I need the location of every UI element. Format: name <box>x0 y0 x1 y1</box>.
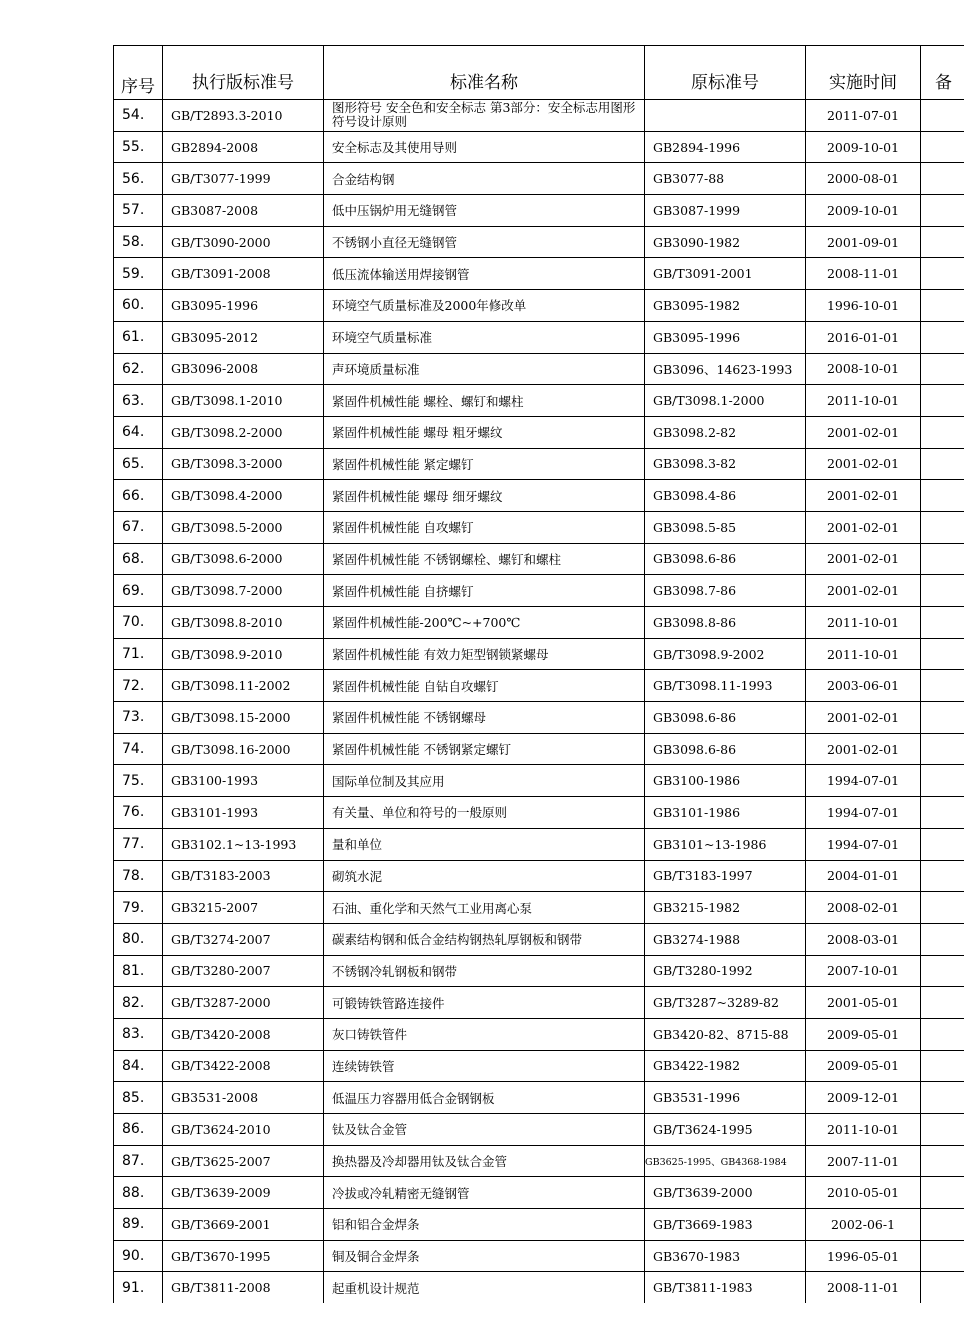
table-row <box>114 638 964 670</box>
original-number: GB/T3811-1983 <box>645 1272 806 1303</box>
row-number: 76. <box>114 797 163 829</box>
original-number: GB3274-1988 <box>645 923 806 955</box>
implementation-date: 2001-02-01 <box>806 480 921 512</box>
remark-cell <box>921 100 964 132</box>
standard-name: 钛及钛合金管 <box>324 1114 645 1146</box>
remark-cell <box>921 195 964 227</box>
implementation-date: 2009-05-01 <box>806 1050 921 1082</box>
table-row <box>114 1082 964 1114</box>
remark-cell <box>921 1018 964 1050</box>
standard-name: 灰口铸铁管件 <box>324 1018 645 1050</box>
implementation-date: 1996-10-01 <box>806 290 921 322</box>
row-number: 54. <box>114 100 163 132</box>
remark-cell <box>921 1240 964 1272</box>
table-body <box>114 100 964 1304</box>
row-number: 85. <box>114 1082 163 1114</box>
standard-number: GB/T3098.9-2010 <box>163 638 324 670</box>
standard-number: GB/T3090-2000 <box>163 226 324 258</box>
original-number: GB/T3639-2000 <box>645 1177 806 1209</box>
standard-number: GB/T3670-1995 <box>163 1240 324 1272</box>
implementation-date: 2010-05-01 <box>806 1177 921 1209</box>
original-number: GB3095-1982 <box>645 290 806 322</box>
standards-sheet <box>113 45 964 1303</box>
standard-number: GB3101-1993 <box>163 797 324 829</box>
implementation-date: 2008-03-01 <box>806 923 921 955</box>
original-number: GB/T3098.9-2002 <box>645 638 806 670</box>
table-row <box>114 1114 964 1146</box>
remark-cell <box>921 797 964 829</box>
row-number: 68. <box>114 543 163 575</box>
row-number: 62. <box>114 353 163 385</box>
row-number: 91. <box>114 1272 163 1303</box>
original-number: GB3090-1982 <box>645 226 806 258</box>
remark-cell <box>921 1082 964 1114</box>
standard-name: 环境空气质量标准 <box>324 321 645 353</box>
standard-name: 国际单位制及其应用 <box>324 765 645 797</box>
remark-cell <box>921 987 964 1019</box>
original-number: GB3098.2-82 <box>645 416 806 448</box>
remark-cell <box>921 290 964 322</box>
implementation-date: 2003-06-01 <box>806 670 921 702</box>
remark-cell <box>921 765 964 797</box>
standard-number: GB/T3624-2010 <box>163 1114 324 1146</box>
original-number: GB3100-1986 <box>645 765 806 797</box>
row-number: 66. <box>114 480 163 512</box>
original-number: GB/T3287~3289-82 <box>645 987 806 1019</box>
standard-name: 有关量、单位和符号的一般原则 <box>324 797 645 829</box>
standard-number: GB3095-1996 <box>163 290 324 322</box>
standard-number: GB/T3098.1-2010 <box>163 385 324 417</box>
standard-number: GB/T3098.7-2000 <box>163 575 324 607</box>
table-row <box>114 892 964 924</box>
remark-cell <box>921 258 964 290</box>
original-number: GB3098.6-86 <box>645 702 806 734</box>
implementation-date: 1994-07-01 <box>806 797 921 829</box>
standard-name: 低温压力容器用低合金钢钢板 <box>324 1082 645 1114</box>
implementation-date: 2001-02-01 <box>806 575 921 607</box>
table-row <box>114 353 964 385</box>
standard-number: GB3096-2008 <box>163 353 324 385</box>
remark-cell <box>921 923 964 955</box>
row-number: 55. <box>114 131 163 163</box>
table-row <box>114 702 964 734</box>
implementation-date: 2001-02-01 <box>806 448 921 480</box>
standard-name: 安全标志及其使用导则 <box>324 131 645 163</box>
standard-name: 图形符号 安全色和安全标志 第3部分：安全标志用图形符号设计原则 <box>324 100 645 132</box>
original-number: GB3098.6-86 <box>645 543 806 575</box>
row-number: 77. <box>114 828 163 860</box>
implementation-date: 2001-02-01 <box>806 543 921 575</box>
standard-name: 不锈钢小直径无缝钢管 <box>324 226 645 258</box>
implementation-date: 2001-02-01 <box>806 733 921 765</box>
implementation-date: 2001-02-01 <box>806 416 921 448</box>
standard-name: 紧固件机械性能 螺母 粗牙螺纹 <box>324 416 645 448</box>
header-row <box>114 46 964 100</box>
standard-name: 紧固件机械性能 自挤螺钉 <box>324 575 645 607</box>
remark-cell <box>921 1209 964 1241</box>
implementation-date: 2008-11-01 <box>806 1272 921 1303</box>
table-row <box>114 1209 964 1241</box>
standard-number: GB3531-2008 <box>163 1082 324 1114</box>
remark-cell <box>921 1114 964 1146</box>
original-number: GB3422-1982 <box>645 1050 806 1082</box>
implementation-date: 1996-05-01 <box>806 1240 921 1272</box>
table-row <box>114 1050 964 1082</box>
table-row <box>114 670 964 702</box>
standard-number: GB/T3420-2008 <box>163 1018 324 1050</box>
standard-name: 紧固件机械性能 自攻螺钉 <box>324 511 645 543</box>
implementation-date: 2008-11-01 <box>806 258 921 290</box>
standard-name: 铝和铝合金焊条 <box>324 1209 645 1241</box>
remark-cell <box>921 226 964 258</box>
standard-number: GB/T3625-2007 <box>163 1145 324 1177</box>
original-number: GB3098.6-86 <box>645 733 806 765</box>
standard-name: 紧固件机械性能 有效力矩型钢锁紧螺母 <box>324 638 645 670</box>
implementation-date: 2009-12-01 <box>806 1082 921 1114</box>
standard-number: GB/T3098.16-2000 <box>163 733 324 765</box>
row-number: 75. <box>114 765 163 797</box>
original-number: GB3420-82、8715-88 <box>645 1018 806 1050</box>
original-number: GB3215-1982 <box>645 892 806 924</box>
remark-cell <box>921 575 964 607</box>
remark-cell <box>921 828 964 860</box>
original-number: GB3098.7-86 <box>645 575 806 607</box>
table-row <box>114 923 964 955</box>
original-number: GB3077-88 <box>645 163 806 195</box>
remark-cell <box>921 385 964 417</box>
standard-number: GB/T3098.8-2010 <box>163 607 324 639</box>
remark-cell <box>921 702 964 734</box>
row-number: 67. <box>114 511 163 543</box>
table-row <box>114 607 964 639</box>
original-number: GB/T3091-2001 <box>645 258 806 290</box>
original-number: GB3101~13-1986 <box>645 828 806 860</box>
table-row <box>114 765 964 797</box>
original-number: GB2894-1996 <box>645 131 806 163</box>
standard-name: 起重机设计规范 <box>324 1272 645 1303</box>
original-number: GB3098.4-86 <box>645 480 806 512</box>
standard-name: 低中压锅炉用无缝钢管 <box>324 195 645 227</box>
table-row <box>114 480 964 512</box>
standard-number: GB3087-2008 <box>163 195 324 227</box>
original-number: GB/T3098.1-2000 <box>645 385 806 417</box>
implementation-date: 2011-10-01 <box>806 607 921 639</box>
remark-cell <box>921 670 964 702</box>
row-number: 60. <box>114 290 163 322</box>
original-number: GB/T3624-1995 <box>645 1114 806 1146</box>
remark-cell <box>921 163 964 195</box>
implementation-date: 2011-07-01 <box>806 100 921 132</box>
table-row <box>114 955 964 987</box>
implementation-date: 1994-07-01 <box>806 828 921 860</box>
remark-cell <box>921 543 964 575</box>
standard-number: GB/T2893.3-2010 <box>163 100 324 132</box>
row-number: 63. <box>114 385 163 417</box>
row-number: 70. <box>114 607 163 639</box>
implementation-date: 2011-10-01 <box>806 1114 921 1146</box>
table-row <box>114 131 964 163</box>
standard-number: GB/T3098.11-2002 <box>163 670 324 702</box>
implementation-date: 2011-10-01 <box>806 385 921 417</box>
standard-name: 紧固件机械性能 不锈钢螺栓、螺钉和螺柱 <box>324 543 645 575</box>
implementation-date: 2001-09-01 <box>806 226 921 258</box>
table-row <box>114 1018 964 1050</box>
implementation-date: 2016-01-01 <box>806 321 921 353</box>
table-row <box>114 163 964 195</box>
table-row <box>114 1177 964 1209</box>
row-number: 73. <box>114 702 163 734</box>
standard-number: GB3215-2007 <box>163 892 324 924</box>
header-standard-name: 标准名称 <box>324 46 645 100</box>
original-number: GB3531-1996 <box>645 1082 806 1114</box>
table-row <box>114 290 964 322</box>
standard-name: 紧固件机械性能 紧定螺钉 <box>324 448 645 480</box>
table-row <box>114 543 964 575</box>
table-row <box>114 733 964 765</box>
standard-name: 连续铸铁管 <box>324 1050 645 1082</box>
remark-cell <box>921 1145 964 1177</box>
table-row <box>114 321 964 353</box>
standard-number: GB/T3098.15-2000 <box>163 702 324 734</box>
standard-name: 声环境质量标准 <box>324 353 645 385</box>
implementation-date: 2008-10-01 <box>806 353 921 385</box>
table-row <box>114 416 964 448</box>
row-number: 80. <box>114 923 163 955</box>
table-row <box>114 100 964 132</box>
table-row <box>114 1240 964 1272</box>
standard-name: 冷拔或冷轧精密无缝钢管 <box>324 1177 645 1209</box>
standard-name: 量和单位 <box>324 828 645 860</box>
row-number: 61. <box>114 321 163 353</box>
row-number: 88. <box>114 1177 163 1209</box>
row-number: 64. <box>114 416 163 448</box>
remark-cell <box>921 131 964 163</box>
remark-cell <box>921 511 964 543</box>
table-row <box>114 860 964 892</box>
row-number: 74. <box>114 733 163 765</box>
remark-cell <box>921 1177 964 1209</box>
table-row <box>114 195 964 227</box>
standard-name: 可锻铸铁管路连接件 <box>324 987 645 1019</box>
row-number: 90. <box>114 1240 163 1272</box>
implementation-date: 2011-10-01 <box>806 638 921 670</box>
standards-table <box>113 45 964 1303</box>
row-number: 84. <box>114 1050 163 1082</box>
standard-number: GB/T3098.2-2000 <box>163 416 324 448</box>
original-number: GB/T3183-1997 <box>645 860 806 892</box>
implementation-date: 2009-10-01 <box>806 131 921 163</box>
standard-name: 砌筑水泥 <box>324 860 645 892</box>
implementation-date: 2008-02-01 <box>806 892 921 924</box>
table-row <box>114 258 964 290</box>
standard-number: GB3100-1993 <box>163 765 324 797</box>
row-number: 78. <box>114 860 163 892</box>
row-number: 89. <box>114 1209 163 1241</box>
original-number: GB3098.3-82 <box>645 448 806 480</box>
original-number <box>645 100 806 132</box>
remark-cell <box>921 480 964 512</box>
remark-cell <box>921 321 964 353</box>
implementation-date: 2001-02-01 <box>806 702 921 734</box>
remark-cell <box>921 448 964 480</box>
standard-number: GB/T3098.4-2000 <box>163 480 324 512</box>
remark-cell <box>921 733 964 765</box>
standard-number: GB/T3287-2000 <box>163 987 324 1019</box>
table-row <box>114 987 964 1019</box>
table-row <box>114 1145 964 1177</box>
header-original-number: 原标准号 <box>645 46 806 100</box>
implementation-date: 2007-11-01 <box>806 1145 921 1177</box>
standard-name: 石油、重化学和天然气工业用离心泵 <box>324 892 645 924</box>
row-number: 83. <box>114 1018 163 1050</box>
row-number: 57. <box>114 195 163 227</box>
header-implementation-date: 实施时间 <box>806 46 921 100</box>
standard-name: 碳素结构钢和低合金结构钢热轧厚钢板和钢带 <box>324 923 645 955</box>
original-number: GB3098.8-86 <box>645 607 806 639</box>
standard-number: GB/T3091-2008 <box>163 258 324 290</box>
remark-cell <box>921 638 964 670</box>
table-row <box>114 575 964 607</box>
remark-cell <box>921 353 964 385</box>
row-number: 65. <box>114 448 163 480</box>
remark-cell <box>921 1272 964 1303</box>
original-number: GB3095-1996 <box>645 321 806 353</box>
original-number: GB3098.5-85 <box>645 511 806 543</box>
standard-number: GB/T3280-2007 <box>163 955 324 987</box>
standard-number: GB/T3811-2008 <box>163 1272 324 1303</box>
standard-number: GB3095-2012 <box>163 321 324 353</box>
remark-cell <box>921 1050 964 1082</box>
standard-name: 环境空气质量标准及2000年修改单 <box>324 290 645 322</box>
standard-name: 低压流体输送用焊接钢管 <box>324 258 645 290</box>
table-row <box>114 828 964 860</box>
row-number: 82. <box>114 987 163 1019</box>
standard-number: GB2894-2008 <box>163 131 324 163</box>
row-number: 87. <box>114 1145 163 1177</box>
standard-number: GB/T3098.3-2000 <box>163 448 324 480</box>
standard-number: GB/T3077-1999 <box>163 163 324 195</box>
standard-name: 紧固件机械性能 螺母 细牙螺纹 <box>324 480 645 512</box>
remark-cell <box>921 892 964 924</box>
remark-cell <box>921 860 964 892</box>
original-number: GB/T3280-1992 <box>645 955 806 987</box>
implementation-date: 2007-10-01 <box>806 955 921 987</box>
row-number: 56. <box>114 163 163 195</box>
standard-number: GB3102.1~13-1993 <box>163 828 324 860</box>
implementation-date: 2004-01-01 <box>806 860 921 892</box>
standard-name: 紧固件机械性能-200℃~+700℃ <box>324 607 645 639</box>
header-remark: 备 <box>921 46 964 100</box>
implementation-date: 2009-10-01 <box>806 195 921 227</box>
implementation-date: 2001-05-01 <box>806 987 921 1019</box>
original-number: GB3625-1995、GB4368-1984 <box>645 1145 806 1177</box>
standard-number: GB/T3098.6-2000 <box>163 543 324 575</box>
standard-name: 合金结构钢 <box>324 163 645 195</box>
standard-number: GB/T3422-2008 <box>163 1050 324 1082</box>
standard-number: GB/T3669-2001 <box>163 1209 324 1241</box>
standard-name: 铜及铜合金焊条 <box>324 1240 645 1272</box>
table-row <box>114 226 964 258</box>
row-number: 81. <box>114 955 163 987</box>
row-number: 72. <box>114 670 163 702</box>
table-row <box>114 1272 964 1303</box>
implementation-date: 2001-02-01 <box>806 511 921 543</box>
row-number: 69. <box>114 575 163 607</box>
standard-number: GB/T3639-2009 <box>163 1177 324 1209</box>
row-number: 86. <box>114 1114 163 1146</box>
standard-name: 紧固件机械性能 螺栓、螺钉和螺柱 <box>324 385 645 417</box>
standard-name: 换热器及冷却器用钛及钛合金管 <box>324 1145 645 1177</box>
original-number: GB3101-1986 <box>645 797 806 829</box>
table-row <box>114 385 964 417</box>
row-number: 58. <box>114 226 163 258</box>
standard-number: GB/T3098.5-2000 <box>163 511 324 543</box>
standard-number: GB/T3274-2007 <box>163 923 324 955</box>
header-no: 序号 <box>114 46 163 100</box>
table-row <box>114 448 964 480</box>
original-number: GB3087-1999 <box>645 195 806 227</box>
remark-cell <box>921 607 964 639</box>
header-standard-number: 执行版标准号 <box>163 46 324 100</box>
table-row <box>114 797 964 829</box>
standard-name: 不锈钢冷轧钢板和钢带 <box>324 955 645 987</box>
remark-cell <box>921 955 964 987</box>
implementation-date: 1994-07-01 <box>806 765 921 797</box>
original-number: GB/T3669-1983 <box>645 1209 806 1241</box>
implementation-date: 2002-06-1 <box>806 1209 921 1241</box>
implementation-date: 2009-05-01 <box>806 1018 921 1050</box>
row-number: 79. <box>114 892 163 924</box>
standard-number: GB/T3183-2003 <box>163 860 324 892</box>
remark-cell <box>921 416 964 448</box>
standard-name: 紧固件机械性能 自钻自攻螺钉 <box>324 670 645 702</box>
original-number: GB3096、14623-1993 <box>645 353 806 385</box>
standard-name: 紧固件机械性能 不锈钢螺母 <box>324 702 645 734</box>
implementation-date: 2000-08-01 <box>806 163 921 195</box>
original-number: GB/T3098.11-1993 <box>645 670 806 702</box>
table-row <box>114 511 964 543</box>
row-number: 59. <box>114 258 163 290</box>
original-number: GB3670-1983 <box>645 1240 806 1272</box>
row-number: 71. <box>114 638 163 670</box>
standard-name: 紧固件机械性能 不锈钢紧定螺钉 <box>324 733 645 765</box>
